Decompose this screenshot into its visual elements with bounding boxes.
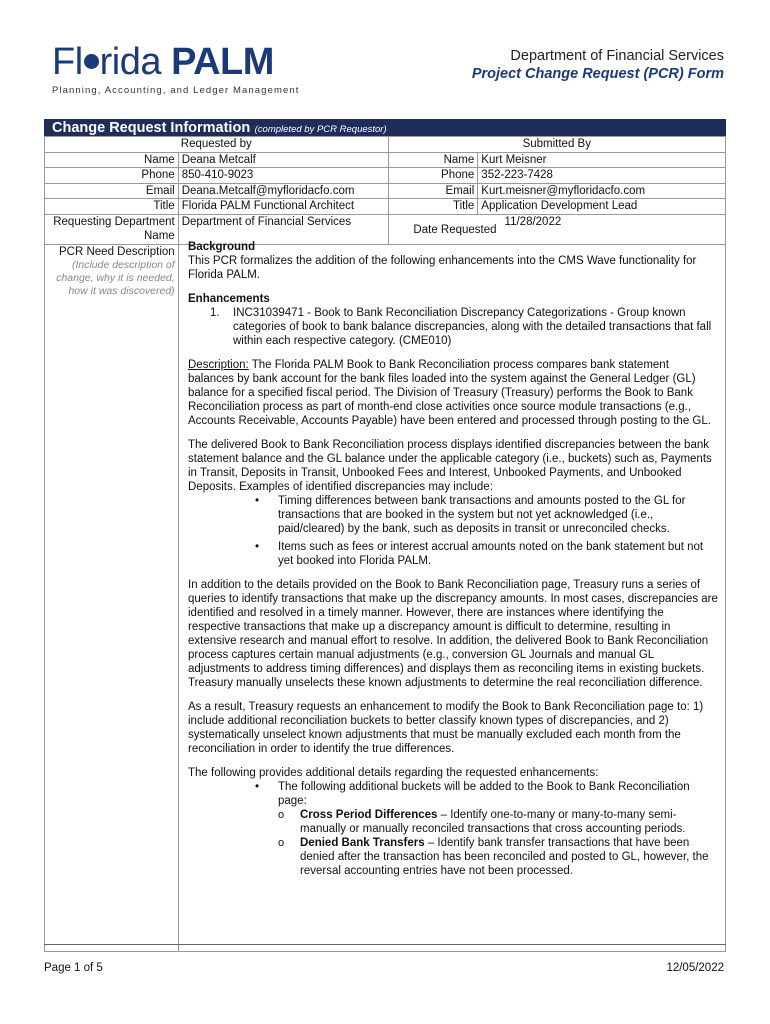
bullet-item: • Timing differences between bank transactions and amounts posted to the GL for transactions that are booked in the system but not yet acknowledged (i.e., paid/cleared) by the bank, such as deposits in transit or unreconciled checks. (233, 494, 718, 536)
form-title: Project Change Request (PCR) Form (471, 66, 724, 82)
footer-divider (44, 944, 726, 945)
req-phone-label: Phone (45, 168, 179, 184)
paragraph-4: As a result, Treasury requests an enhancement to modify the Book to Bank Reconciliation page to: 1) include additional reconciliation buckets to better classify known types of discrepancies, and 2) systematically unselect known adjustments that must be manually excluded each month from the reconciliation in order to identify the true differences. (188, 701, 704, 755)
req-phone: 850-410-9023 (178, 168, 388, 184)
florida-globe-icon (84, 54, 99, 69)
sub-email: Kurt.meisner@myfloridacfo.com (478, 183, 726, 199)
req-title-label: Title (45, 199, 179, 215)
req-title: Florida PALM Functional Architect (178, 199, 388, 215)
enhancements-heading: Enhancements (188, 293, 270, 305)
section-title: Change Request Information (52, 120, 251, 136)
header-right (472, 47, 724, 83)
bucket-item-denied-transfers (278, 836, 718, 878)
florida-palm-logo (52, 40, 312, 100)
paragraph-5: The following provides additional details regarding the requested enhancements: (188, 767, 599, 779)
enhancement-bullets (188, 780, 718, 878)
req-name: Deana Metcalf (178, 152, 388, 168)
description-label-cell (45, 244, 179, 951)
footer-date: 12/05/2022 (666, 962, 724, 974)
logo-fl: Fl (52, 41, 83, 83)
logo-wordmark (52, 40, 274, 84)
sub-phone-label: Phone (388, 168, 478, 184)
req-dept-label: Requesting Department Name (45, 214, 179, 244)
description-body (188, 240, 718, 878)
bucket-text: – Identify one-to-many or many-to-many semi-manually or manually reconciled transactions that cross accounting periods. (300, 809, 686, 835)
description-label: PCR Need Description (59, 245, 175, 258)
paragraph-2: The delivered Book to Bank Reconciliation process displays identified discrepancies between the bank statement balance and the GL balance under the applicable category (i.e., buckets) such as, Payments in Transit, Deposits in Transit, Unbooked Fees and Interest, Unbooked Payments, and Unbooked Deposits. Examples of identified discrepancies may include: (188, 439, 712, 493)
background-heading: Background (188, 241, 256, 253)
req-email: Deana.Metcalf@myfloridacfo.com (178, 183, 388, 199)
item-text: INC31039471 - Book to Bank Reconciliation Discrepancy Categorizations - Group known categories of book to bank balance discrepancies, along with the detailed transactions that fall within each respective category. (CME010) (233, 307, 712, 347)
item-number: 1. (210, 307, 220, 319)
sub-title: Application Development Lead (478, 199, 726, 215)
description-text: The Florida PALM Book to Bank Reconciliation process compares bank statement balances by bank account for the bank files loaded into the system against the General Ledger (GL) balance for a specified fiscal period. The Division of Treasury (Treasury) performs the Book to Bank Reconciliation process as part of month-end close activities once source module transactions (e.g., Accounts Receivable, Accounts Payable) have been entered and processed through posting to the GL. (188, 359, 711, 427)
date-requested-label: Date Requested (413, 223, 497, 236)
bullet-item (233, 780, 718, 878)
bullet-item: • Items such as fees or interest accrual amounts noted on the bank statement but not yet booked into Florida PALM. (233, 540, 718, 568)
req-name-label: Name (45, 152, 179, 168)
date-requested: 11/28/2022 (504, 215, 562, 228)
description-paragraph (188, 358, 718, 428)
description-label-underline: Description: (188, 359, 249, 371)
requested-by-heading: Requested by (45, 137, 389, 153)
department-name: Department of Financial Services (510, 48, 724, 64)
bucket-list (278, 808, 718, 878)
section-subtitle: (completed by PCR Requestor) (254, 124, 387, 135)
section-header (44, 119, 726, 136)
discrepancy-bullets (188, 494, 718, 568)
bucket-text: – Identify bank transfer transactions that have been denied after the transaction has been reconciled and posted to GL, however, the reversal accounting entries have not been processed. (300, 837, 709, 877)
bullet-text: The following additional buckets will be added to the Book to Bank Reconciliation page: (278, 781, 690, 807)
sub-name: Kurt Meisner (478, 152, 726, 168)
paragraph-3: In addition to the details provided on the Book to Bank Reconciliation page, Treasury runs a series of queries to identify transactions that make up the discrepancy amounts. In most cases, discrepancies are identified and resolved in a timely manner. However, there are instances where identifying the respective transactions that make up a discrepancy amount is difficult to determine, resulting in extensive research and manual effort to resolve. In addition, the delivered Book to Bank Reconciliation process captures certain manual adjustments (e.g., conversion GL Journals and manual GL adjustments to address timing differences) and displays them as reconciling items in existing buckets. Treasury manually unselects these known adjustments to determine the real reconciliation difference. (188, 579, 718, 689)
enhancement-item-1 (188, 306, 718, 348)
sub-email-label: Email (388, 183, 478, 199)
sub-name-label: Name (388, 152, 478, 168)
req-email-label: Email (45, 183, 179, 199)
description-note: (Include description of change, why it is needed, how it was discovered) (56, 259, 175, 297)
background-text: This PCR formalizes the addition of the following enhancements into the CMS Wave functionality for Florida PALM. (188, 255, 697, 281)
submitted-by-heading: Submitted By (388, 137, 725, 153)
bucket-title: Cross Period Differences (300, 809, 438, 821)
sub-title-label: Title (388, 199, 478, 215)
logo-rida: rida (99, 41, 162, 83)
bucket-item-cross-period (278, 808, 718, 836)
sub-phone: 352-223-7428 (478, 168, 726, 184)
bucket-title: Denied Bank Transfers (300, 837, 425, 849)
logo-subtitle: Planning, Accounting, and Ledger Management (52, 85, 300, 96)
req-dept: Department of Financial Services (178, 214, 388, 244)
logo-palm: PALM (171, 41, 274, 83)
page-number: Page 1 of 5 (44, 962, 103, 974)
